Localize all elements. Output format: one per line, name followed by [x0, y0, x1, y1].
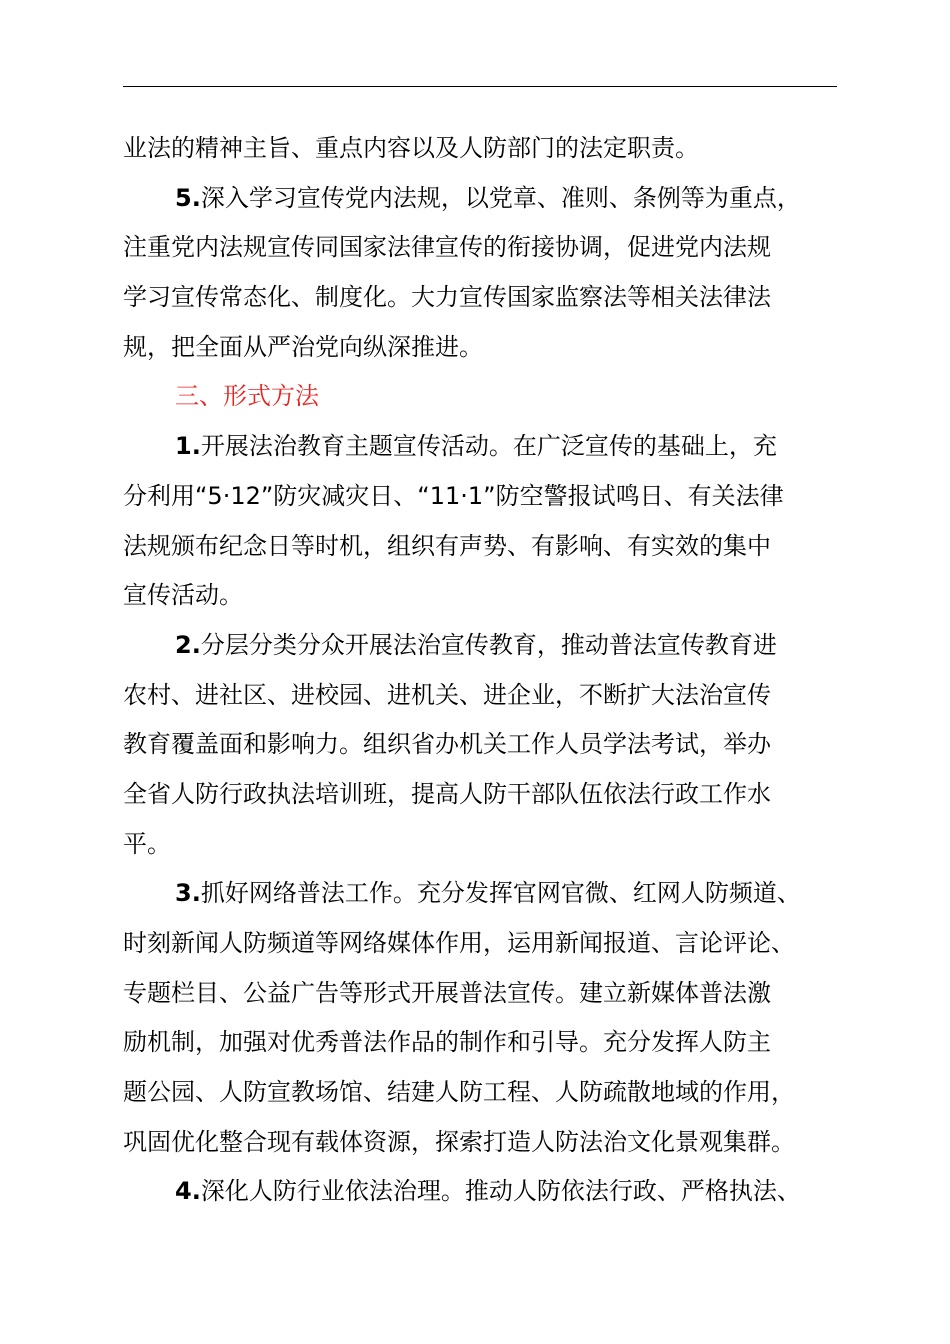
paragraph-item-1 [123, 422, 863, 621]
section-heading-text: 三、形式方法 [175, 382, 319, 411]
text-line: 题公园、人防宣教场馆、结建人防工程、人防疏散地域的作用， [123, 1078, 795, 1107]
paragraph-continued [123, 124, 863, 174]
text-line: 规，把全面从严治党向纵深推进。 [123, 332, 483, 361]
text-line: 分利用“5·12”防灾减灾日、“11·1”防空警报试鸣日、有关法律 [123, 481, 784, 510]
item-text: 分层分类分众开展法治宣传教育，推动普法宣传教育进 [200, 630, 777, 659]
paragraph-item-2 [123, 621, 863, 869]
paragraph-item-3 [123, 869, 863, 1167]
item-number: 2. [175, 630, 201, 659]
text-line: 教育覆盖面和影响力。组织省办机关工作人员学法考试，举办 [123, 730, 771, 759]
item-text: 抓好网络普法工作。充分发挥官网官微、红网人防频道、 [200, 879, 801, 908]
item-text: 深入学习宣传党内法规，以党章、准则、条例等为重点， [200, 183, 801, 212]
item-number: 5. [175, 183, 201, 212]
header-rule [123, 86, 837, 87]
item-number: 4. [175, 1177, 201, 1206]
item-text: 深化人防行业依法治理。推动人防依法行政、严格执法、 [200, 1177, 801, 1206]
text-line: 巩固优化整合现有载体资源，探索打造人防法治文化景观集群。 [123, 1127, 795, 1156]
text-line: 注重党内法规宣传同国家法律宣传的衔接协调，促进党内法规 [123, 233, 771, 262]
text-line: 业法的精神主旨、重点内容以及人防部门的法定职责。 [123, 134, 699, 162]
text-line: 全省人防行政执法培训班，提高人防干部队伍依法行政工作水 [123, 779, 771, 808]
text-line [123, 174, 863, 224]
text-line: 宣传活动。 [123, 581, 243, 610]
paragraph-item-5 [123, 174, 863, 373]
text-line: 专题栏目、公益广告等形式开展普法宣传。建立新媒体普法激 [123, 978, 771, 1007]
text-line [123, 869, 863, 919]
item-number: 1. [175, 432, 201, 461]
item-number: 3. [175, 879, 201, 908]
text-line: 励机制，加强对优秀普法作品的制作和引导。充分发挥人防主 [123, 1028, 771, 1057]
text-line [123, 621, 863, 671]
text-line: 时刻新闻人防频道等网络媒体作用，运用新闻报道、言论评论、 [123, 929, 795, 957]
text-line [123, 1167, 863, 1217]
document-body [123, 124, 863, 1217]
paragraph-item-4 [123, 1167, 863, 1217]
section-heading [123, 372, 863, 422]
text-line: 法规颁布纪念日等时机，组织有声势、有影响、有实效的集中 [123, 531, 771, 560]
text-line [123, 422, 863, 472]
text-line: 农村、进社区、进校园、进机关、进企业，不断扩大法治宣传 [123, 680, 771, 709]
text-line: 学习宣传常态化、制度化。大力宣传国家监察法等相关法律法 [123, 283, 771, 312]
item-text: 开展法治教育主题宣传活动。在广泛宣传的基础上，充 [200, 432, 777, 461]
text-line: 平。 [123, 829, 171, 858]
